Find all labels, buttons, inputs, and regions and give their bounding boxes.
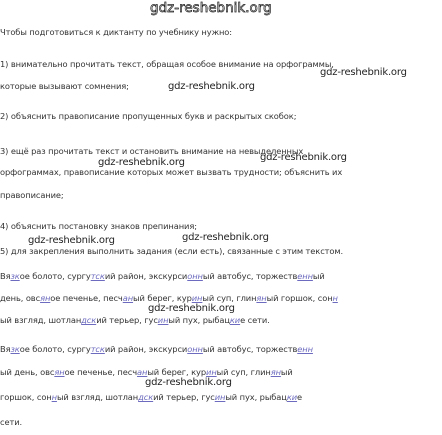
highlighted-letters: енн xyxy=(297,271,313,281)
highlighted-letters: зк xyxy=(10,344,20,354)
highlighted-letters: ин xyxy=(191,293,203,303)
highlighted-letters: ки xyxy=(229,315,241,325)
task-item-1-line-2 xyxy=(0,80,129,92)
highlighted-letters: н xyxy=(51,392,57,402)
site-watermark: gdz-reshebnik.org xyxy=(182,232,269,243)
highlighted-letters: онн xyxy=(187,271,203,281)
highlighted-letters: ян xyxy=(40,293,51,303)
exercise-text-1-line-3 xyxy=(0,314,270,326)
text-fragment: ое печенье, песч xyxy=(50,293,123,303)
exercise-text-2-line-3 xyxy=(0,391,302,403)
task-item-4: 4) объяснить постановку знаков препинания; xyxy=(0,221,197,231)
text-fragment: горшок, сон xyxy=(0,392,52,402)
text-fragment: ий район, экскурси xyxy=(104,271,188,281)
text-fragment: ое печенье, песч xyxy=(64,367,138,377)
task-item-3-line-1: 3) ещё раз прочитать текст и остановить внимание на невыделенных xyxy=(0,146,304,156)
highlighted-letters: ян xyxy=(270,367,281,377)
text-fragment: ое болото, сургу xyxy=(19,271,91,281)
highlighted-letters: ин xyxy=(214,392,226,402)
site-watermark-header: gdz-reshebnik.org xyxy=(150,0,272,16)
text-fragment: ый автобус, торжеств xyxy=(202,344,298,354)
exercise-text-2-line-4 xyxy=(0,416,22,428)
text-fragment: ый пух, рыбац xyxy=(225,392,287,402)
highlighted-letters: дск xyxy=(138,392,154,402)
text-fragment: ий терьер, гус xyxy=(153,392,215,402)
text-fragment: Вя xyxy=(0,344,11,354)
site-watermark: gdz-reshebnik.org xyxy=(28,235,115,246)
task-intro: Чтобы подготовиться к диктанту по учебнику нужно: xyxy=(0,27,232,37)
task-item-5: 5) для закрепления выполнить задания (если есть), связанные с этим текстом. xyxy=(0,246,344,256)
text-fragment: ый суп, глин xyxy=(202,293,257,303)
highlighted-letters: енн xyxy=(297,344,313,354)
site-watermark: gdz-reshebnik.org xyxy=(320,67,407,78)
text-fragment: ий терьер, гус xyxy=(96,315,158,325)
highlighted-letters: онн xyxy=(187,344,203,354)
highlighted-letters: тск xyxy=(90,271,105,281)
text-fragment: ый xyxy=(312,271,325,281)
highlighted-letters: ян xyxy=(256,293,267,303)
text-fragment: ий район, экскурси xyxy=(104,344,188,354)
highlighted-letters: зк xyxy=(10,271,20,281)
highlighted-letters: ан xyxy=(137,367,148,377)
text-fragment: ое болото, сургу xyxy=(19,344,91,354)
site-watermark: gdz-reshebnik.org xyxy=(148,303,235,314)
task-item-2: 2) объяснить правописание пропущенных букв и раскрытых скобок; xyxy=(0,111,297,121)
site-watermark: gdz-reshebnik.org xyxy=(168,81,255,92)
site-watermark: gdz-reshebnik.org xyxy=(260,152,347,163)
site-watermark: gdz-reshebnik.org xyxy=(145,377,232,388)
highlighted-letters: ян xyxy=(54,367,65,377)
text-fragment: ый день, овс xyxy=(0,367,55,377)
highlighted-letters: дск xyxy=(81,315,97,325)
site-watermark: gdz-reshebnik.org xyxy=(98,157,185,168)
text-fragment: е xyxy=(297,392,303,402)
text-fragment: ый пух, рыбац xyxy=(168,315,230,325)
task-item-3-line-2: орфограммах, правописание которых может вызвать трудности; объяснить их xyxy=(0,167,343,177)
text-fragment: Вя xyxy=(0,271,11,281)
text-fragment: ый суп, глин xyxy=(216,367,271,377)
highlighted-letters: н xyxy=(332,293,338,303)
text-fragment: день, овс xyxy=(0,293,41,303)
highlighted-letters: ин xyxy=(206,367,217,377)
text-fragment: ый xyxy=(280,367,293,377)
text-fragment: ый взгляд, шотлан xyxy=(0,315,82,325)
text-fragment: ый берег, кур xyxy=(147,367,207,377)
task-item-1-line-2-text: которые вызывают сомнения; xyxy=(0,81,129,91)
text-fragment: е сети. xyxy=(240,315,270,325)
task-item-1-line-1: 1) внимательно прочитать текст, обращая особое внимание на орфограммы, xyxy=(0,59,334,69)
text-fragment: ый горшок, сон xyxy=(266,293,333,303)
text-fragment: ый взгляд, шотлан xyxy=(56,392,139,402)
text-fragment: ый автобус, торжеств xyxy=(202,271,298,281)
text-fragment: сети. xyxy=(0,417,23,427)
highlighted-letters: тск xyxy=(90,344,105,354)
task-item-3-line-3: правописание; xyxy=(0,190,64,200)
exercise-text-1-line-1 xyxy=(0,270,325,282)
exercise-text-2-line-1 xyxy=(0,343,313,355)
highlighted-letters: ин xyxy=(157,315,169,325)
highlighted-letters: ки xyxy=(286,392,298,402)
highlighted-letters: ан xyxy=(122,293,134,303)
text-fragment: ый берег, кур xyxy=(133,293,192,303)
